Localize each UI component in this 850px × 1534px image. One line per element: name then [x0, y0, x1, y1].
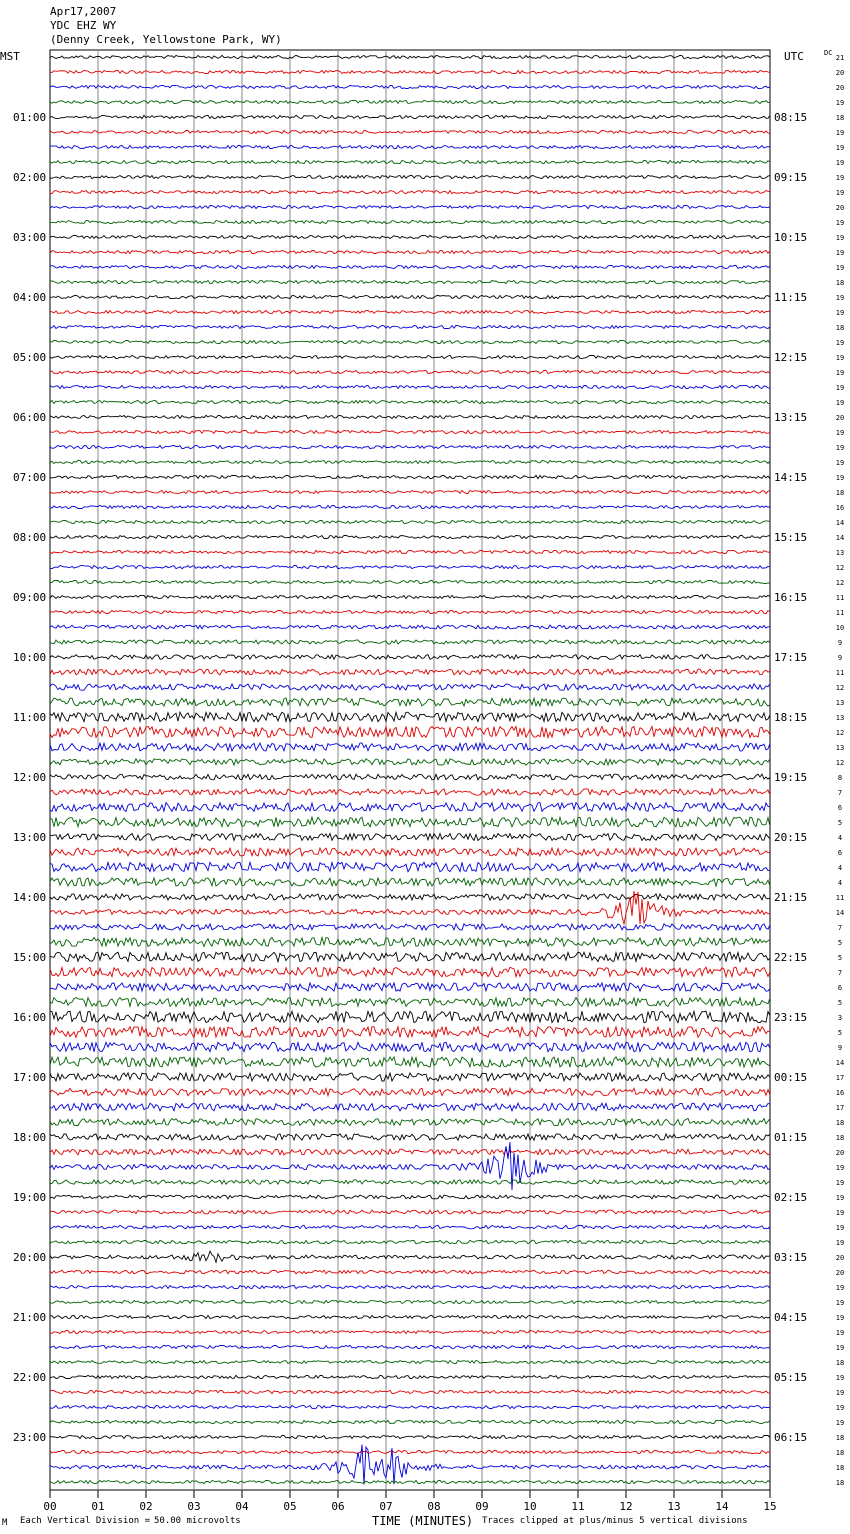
right-hour-label: 19:15	[774, 771, 808, 784]
dc-offset-label: 18	[835, 1119, 845, 1127]
dc-offset-label: 18	[835, 114, 845, 122]
dc-offset-label: 9	[837, 1044, 843, 1052]
trace-row	[50, 610, 770, 613]
trace-row	[50, 70, 770, 73]
dc-offset-label: 13	[835, 714, 845, 722]
right-hour-label: 15:15	[774, 531, 808, 544]
right-hour-label: 16:15	[774, 591, 808, 604]
trace-row	[50, 774, 770, 780]
header-station: YDC EHZ WY	[50, 19, 117, 32]
trace-row	[50, 817, 770, 827]
trace-row	[50, 967, 770, 977]
trace-row	[50, 803, 770, 812]
trace-row	[50, 280, 770, 283]
scale-value: 50.00 microvolts	[154, 1516, 241, 1526]
trace-row	[50, 550, 770, 553]
x-tick-label: 00	[43, 1500, 57, 1513]
trace-row	[50, 1405, 770, 1408]
trace-row	[50, 1315, 770, 1318]
x-tick-label: 13	[667, 1500, 681, 1513]
trace-row	[50, 1134, 770, 1140]
dc-offset-label: 19	[835, 354, 845, 362]
trace-row	[50, 1330, 770, 1333]
left-hour-label: 02:00	[13, 171, 47, 184]
dc-offset-label: 19	[835, 159, 845, 167]
trace-row	[50, 145, 770, 148]
right-hour-label: 05:15	[774, 1371, 808, 1384]
clip-note: Traces clipped at plus/minus 5 vertical divisions	[482, 1516, 748, 1526]
right-hour-label: 10:15	[774, 231, 808, 244]
trace-row	[50, 595, 770, 598]
trace-row	[50, 1360, 770, 1363]
dc-offset-label: 18	[835, 279, 845, 287]
trace-row	[50, 1435, 770, 1438]
left-hour-label: 16:00	[13, 1011, 47, 1024]
dc-offset-label: 19	[835, 369, 845, 377]
right-hour-label: 08:15	[774, 111, 808, 124]
trace-row	[50, 1057, 770, 1067]
left-zone-label: MST	[0, 50, 20, 63]
right-hour-label: 23:15	[774, 1011, 808, 1024]
dc-offset-label: 19	[835, 1419, 845, 1427]
dc-offset-label: 12	[835, 729, 845, 737]
right-hour-label: 06:15	[774, 1431, 808, 1444]
right-hour-label: 02:15	[774, 1191, 808, 1204]
dc-offset-label: 19	[835, 474, 845, 482]
header-date: Apr17,2007	[50, 5, 117, 18]
trace-row	[50, 295, 770, 298]
trace-row	[50, 1345, 770, 1348]
dc-offset-label: 20	[835, 204, 845, 212]
dc-offset-label: 16	[835, 1089, 845, 1097]
right-hour-label: 14:15	[774, 471, 808, 484]
dc-offset-label: 18	[835, 1479, 845, 1487]
dc-offset-label: 19	[835, 1284, 845, 1292]
trace-row	[50, 924, 770, 930]
dc-offset-label: 12	[835, 759, 845, 767]
dc-offset-label: 19	[835, 99, 845, 107]
dc-offset-label: 18	[835, 1434, 845, 1442]
dc-offset-label: 20	[835, 1269, 845, 1277]
trace-row	[50, 85, 770, 88]
trace-row	[50, 655, 770, 660]
x-tick-label: 09	[475, 1500, 489, 1513]
left-hour-label: 04:00	[13, 291, 47, 304]
trace-row	[50, 1270, 770, 1274]
trace-row	[50, 340, 770, 343]
dc-offset-label: 5	[837, 819, 843, 827]
dc-offset-label: 21	[835, 54, 845, 62]
trace-row	[50, 1480, 770, 1483]
dc-offset-label: 6	[837, 804, 843, 812]
x-tick-label: 03	[187, 1500, 201, 1513]
trace-row	[50, 160, 770, 163]
dc-offset-label: 19	[835, 309, 845, 317]
trace-row	[50, 848, 770, 856]
trace-row	[50, 1073, 770, 1081]
dc-label: DC	[824, 49, 833, 57]
left-hour-label: 03:00	[13, 231, 47, 244]
trace-row	[50, 789, 770, 795]
trace-row	[50, 698, 770, 706]
right-hour-label: 04:15	[774, 1311, 808, 1324]
trace-row	[50, 938, 770, 947]
x-tick-label: 06	[331, 1500, 345, 1513]
trace-row	[50, 430, 770, 433]
header-location: (Denny Creek, Yellowstone Park, WY)	[50, 33, 282, 46]
x-tick-label: 08	[427, 1500, 441, 1513]
trace-row	[50, 878, 770, 886]
trace-row	[50, 1300, 770, 1303]
trace-row	[50, 370, 770, 373]
trace-row	[50, 640, 770, 644]
dc-offset-label: 19	[835, 249, 845, 257]
trace-row	[50, 1149, 770, 1155]
left-hour-label: 01:00	[13, 111, 47, 124]
left-hour-label: 05:00	[13, 351, 47, 364]
x-tick-label: 12	[619, 1500, 633, 1513]
trace-row	[50, 1011, 770, 1023]
dc-offset-label: 4	[837, 879, 843, 887]
dc-offset-label: 18	[835, 1449, 845, 1457]
trace-row	[50, 580, 770, 583]
trace-row	[50, 400, 770, 403]
trace-row	[50, 1390, 770, 1393]
dc-offset-label: 20	[835, 1254, 845, 1262]
dc-offset-label: 19	[835, 234, 845, 242]
dc-offset-label: 19	[835, 264, 845, 272]
trace-row	[50, 235, 770, 238]
trace-row	[50, 952, 770, 962]
dc-offset-label: 20	[835, 1149, 845, 1157]
trace-row	[50, 220, 770, 223]
left-hour-label: 20:00	[13, 1251, 47, 1264]
dc-offset-label: 11	[835, 594, 845, 602]
dc-offset-label: 19	[835, 1299, 845, 1307]
dc-offset-label: 14	[835, 1059, 845, 1067]
dc-offset-label: 9	[837, 654, 843, 662]
dc-offset-label: 6	[837, 984, 843, 992]
left-hour-label: 09:00	[13, 591, 47, 604]
dc-offset-label: 17	[835, 1074, 845, 1082]
x-tick-label: 10	[523, 1500, 537, 1513]
dc-offset-label: 19	[835, 399, 845, 407]
dc-offset-label: 19	[835, 459, 845, 467]
trace-row	[50, 684, 770, 690]
right-hour-label: 17:15	[774, 651, 808, 664]
x-tick-label: 07	[379, 1500, 393, 1513]
dc-offset-label: 6	[837, 849, 843, 857]
trace-row	[50, 862, 770, 872]
dc-offset-label: 8	[837, 774, 843, 782]
dc-offset-label: 19	[835, 1224, 845, 1232]
trace-row	[50, 490, 770, 493]
trace-row	[50, 265, 770, 268]
dc-offset-label: 19	[835, 339, 845, 347]
trace-row	[50, 175, 770, 178]
dc-offset-label: 19	[835, 1239, 845, 1247]
trace-row	[50, 115, 770, 118]
dc-offset-label: 19	[835, 1374, 845, 1382]
dc-offset-label: 5	[837, 999, 843, 1007]
dc-offset-label: 11	[835, 669, 845, 677]
trace-row	[50, 130, 770, 133]
corner-mark: M	[2, 1518, 8, 1528]
right-hour-label: 21:15	[774, 891, 808, 904]
dc-offset-label: 10	[835, 624, 845, 632]
dc-offset-label: 13	[835, 699, 845, 707]
x-tick-label: 15	[763, 1500, 777, 1513]
dc-offset-label: 18	[835, 324, 845, 332]
trace-row	[50, 726, 770, 737]
left-hour-label: 15:00	[13, 951, 47, 964]
right-hour-label: 00:15	[774, 1071, 808, 1084]
trace-row	[50, 535, 770, 538]
dc-offset-label: 11	[835, 894, 845, 902]
right-hour-label: 09:15	[774, 171, 808, 184]
dc-offset-label: 19	[835, 189, 845, 197]
left-hour-label: 19:00	[13, 1191, 47, 1204]
trace-row	[50, 1251, 770, 1262]
dc-offset-label: 13	[835, 744, 845, 752]
trace-row	[50, 1285, 770, 1288]
right-hour-label: 03:15	[774, 1251, 808, 1264]
dc-offset-label: 14	[835, 909, 845, 917]
dc-offset-label: 5	[837, 939, 843, 947]
dc-offset-label: 12	[835, 564, 845, 572]
trace-row	[50, 250, 770, 253]
right-hour-label: 01:15	[774, 1131, 808, 1144]
left-hour-label: 08:00	[13, 531, 47, 544]
trace-row	[50, 1142, 770, 1190]
dc-offset-label: 4	[837, 834, 843, 842]
x-tick-label: 01	[91, 1500, 105, 1513]
dc-offset-label: 12	[835, 684, 845, 692]
dc-offset-label: 20	[835, 69, 845, 77]
left-hour-label: 22:00	[13, 1371, 47, 1384]
trace-row	[50, 1420, 770, 1423]
right-hour-label: 18:15	[774, 711, 808, 724]
trace-row	[50, 894, 770, 900]
dc-offset-label: 12	[835, 579, 845, 587]
right-zone-label: UTC	[784, 50, 804, 63]
trace-group	[50, 55, 770, 1484]
trace-row	[50, 55, 770, 58]
trace-row	[50, 1103, 770, 1111]
trace-row	[50, 983, 770, 991]
trace-row	[50, 625, 770, 629]
left-hour-label: 07:00	[13, 471, 47, 484]
dc-offset-label: 18	[835, 489, 845, 497]
dc-offset-label: 7	[837, 924, 843, 932]
trace-row	[50, 712, 770, 722]
left-hour-label: 23:00	[13, 1431, 47, 1444]
dc-offset-label: 4	[837, 864, 843, 872]
dc-offset-label: 19	[835, 144, 845, 152]
trace-row	[50, 460, 770, 463]
trace-row	[50, 743, 770, 751]
trace-row	[50, 310, 770, 313]
left-hour-label: 13:00	[13, 831, 47, 844]
trace-row	[50, 1180, 770, 1184]
dc-offset-label: 7	[837, 969, 843, 977]
x-tick-label: 04	[235, 1500, 249, 1513]
trace-row	[50, 1375, 770, 1378]
dc-offset-label: 11	[835, 609, 845, 617]
trace-row	[50, 1225, 770, 1229]
dc-offset-label: 16	[835, 504, 845, 512]
left-hour-label: 10:00	[13, 651, 47, 664]
dc-offset-label: 18	[835, 1359, 845, 1367]
trace-row	[50, 505, 770, 508]
trace-row	[50, 520, 770, 523]
trace-row	[50, 1088, 770, 1096]
trace-row	[50, 325, 770, 328]
left-hour-label: 18:00	[13, 1131, 47, 1144]
dc-offset-label: 19	[835, 444, 845, 452]
dc-offset-label: 14	[835, 519, 845, 527]
left-hour-label: 11:00	[13, 711, 47, 724]
dc-offset-label: 19	[835, 174, 845, 182]
right-hour-label: 22:15	[774, 951, 808, 964]
right-hour-label: 11:15	[774, 291, 808, 304]
trace-row	[50, 1210, 770, 1214]
trace-row	[50, 1445, 770, 1485]
dc-offset-label: 19	[835, 294, 845, 302]
right-hour-label: 12:15	[774, 351, 808, 364]
dc-offset-label: 5	[837, 1029, 843, 1037]
dc-offset-label: 18	[835, 1464, 845, 1472]
label-group	[13, 54, 844, 1513]
dc-offset-label: 19	[835, 219, 845, 227]
trace-row	[50, 445, 770, 448]
trace-row	[50, 100, 770, 103]
dc-offset-label: 19	[835, 1209, 845, 1217]
dc-offset-label: 19	[835, 1314, 845, 1322]
left-hour-label: 12:00	[13, 771, 47, 784]
trace-row	[50, 190, 770, 193]
trace-row	[50, 355, 770, 358]
dc-offset-label: 20	[835, 414, 845, 422]
dc-offset-label: 3	[837, 1014, 843, 1022]
x-axis-label: TIME (MINUTES)	[372, 1514, 474, 1528]
trace-row	[50, 1119, 770, 1126]
dc-offset-label: 19	[835, 1329, 845, 1337]
trace-row	[50, 1450, 770, 1453]
right-hour-label: 20:15	[774, 831, 808, 844]
trace-row	[50, 1195, 770, 1199]
trace-row	[50, 415, 770, 418]
trace-row	[50, 1027, 770, 1038]
left-hour-label: 06:00	[13, 411, 47, 424]
dc-offset-label: 19	[835, 129, 845, 137]
trace-row	[50, 385, 770, 388]
x-tick-label: 11	[571, 1500, 585, 1513]
dc-offset-label: 14	[835, 534, 845, 542]
left-hour-label: 14:00	[13, 891, 47, 904]
dc-offset-label: 19	[835, 1344, 845, 1352]
trace-row	[50, 669, 770, 675]
x-tick-label: 02	[139, 1500, 153, 1513]
dc-offset-label: 17	[835, 1104, 845, 1112]
dc-offset-label: 7	[837, 789, 843, 797]
trace-row	[50, 205, 770, 208]
dc-offset-label: 19	[835, 429, 845, 437]
x-tick-label: 05	[283, 1500, 297, 1513]
dc-offset-label: 5	[837, 954, 843, 962]
scale-prefix: Each Vertical Division =	[20, 1516, 151, 1526]
dc-offset-label: 19	[835, 1164, 845, 1172]
dc-offset-label: 19	[835, 1194, 845, 1202]
trace-row	[50, 998, 770, 1007]
dc-offset-label: 19	[835, 1179, 845, 1187]
left-hour-label: 17:00	[13, 1071, 47, 1084]
trace-row	[50, 759, 770, 765]
dc-offset-label: 13	[835, 549, 845, 557]
right-hour-label: 13:15	[774, 411, 808, 424]
dc-offset-label: 9	[837, 639, 843, 647]
left-hour-label: 21:00	[13, 1311, 47, 1324]
trace-row	[50, 565, 770, 568]
dc-offset-label: 19	[835, 384, 845, 392]
dc-offset-label: 20	[835, 84, 845, 92]
trace-row	[50, 1240, 770, 1244]
dc-offset-label: 19	[835, 1404, 845, 1412]
trace-row	[50, 834, 770, 841]
dc-offset-label: 19	[835, 1389, 845, 1397]
trace-row	[50, 1042, 770, 1052]
x-tick-label: 14	[715, 1500, 729, 1513]
trace-row	[50, 891, 770, 924]
trace-row	[50, 475, 770, 478]
dc-offset-label: 18	[835, 1134, 845, 1142]
